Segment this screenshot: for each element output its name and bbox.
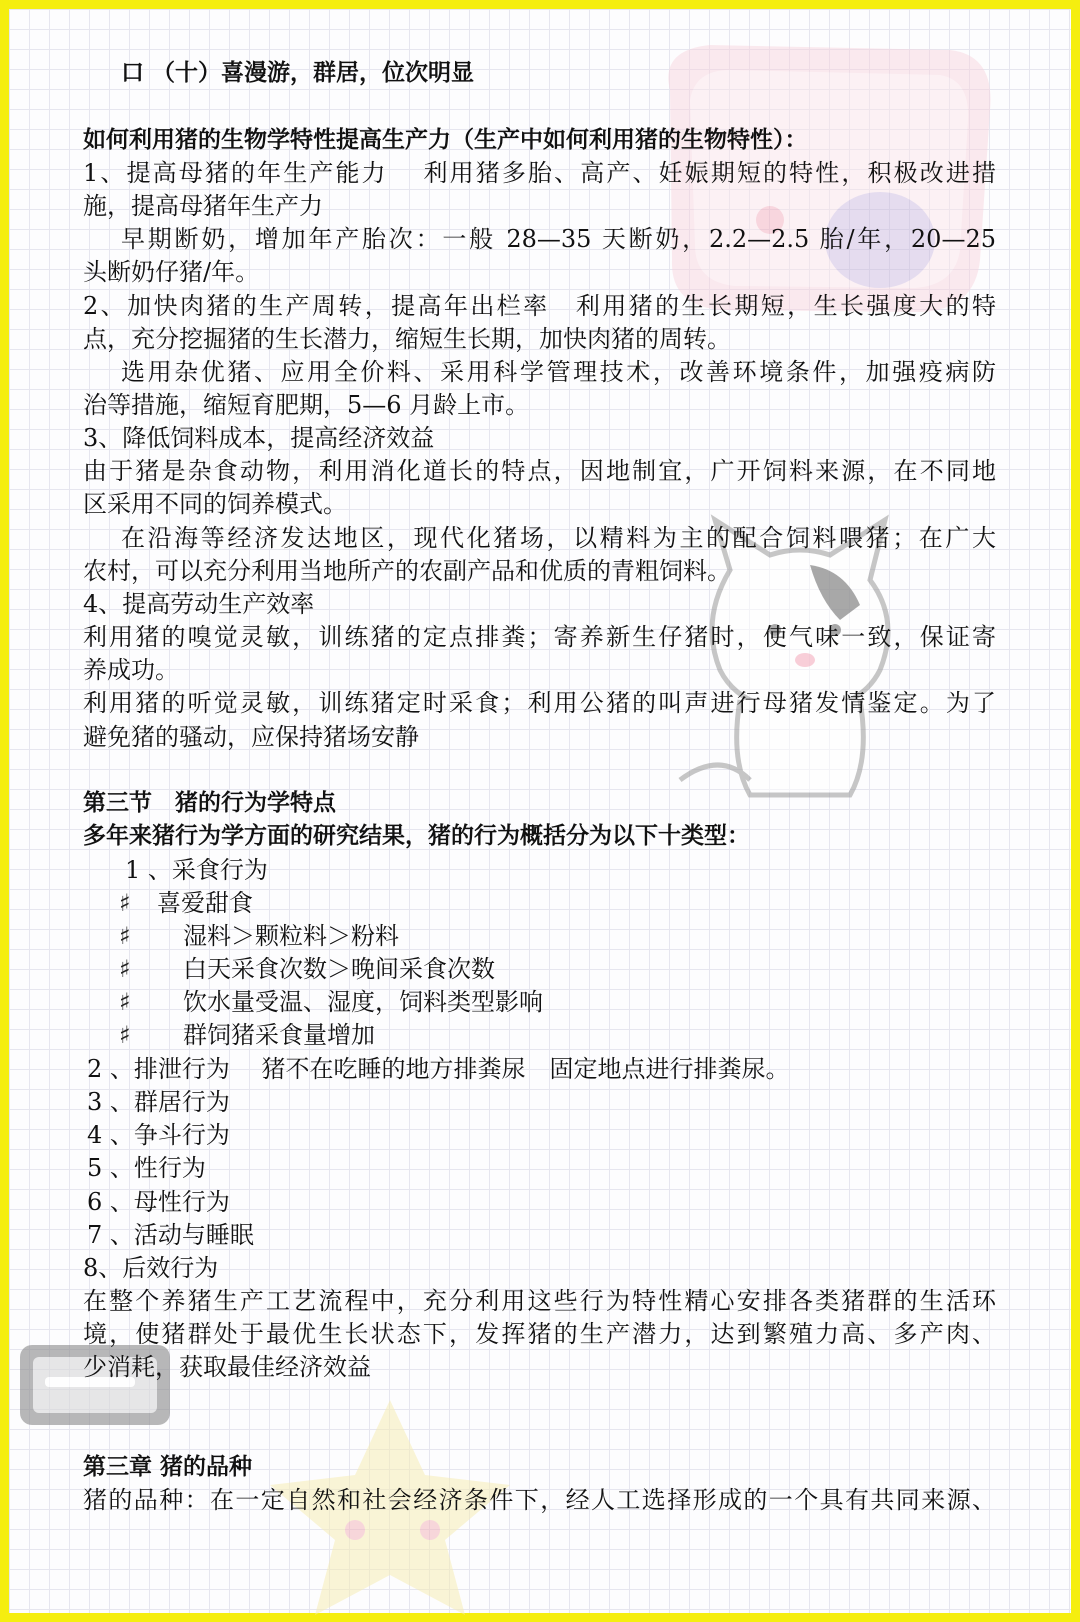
- hash-bullet-icon: ♯: [119, 988, 131, 1016]
- paragraph-line: 选用杂优猪、应用全价料、采用科学管理技术，改善环境条件，加强疫病防: [121, 358, 996, 386]
- sub-list-item: 白天采食次数＞晚间采食次数: [183, 955, 495, 983]
- paragraph-line: 治等措施，缩短育肥期，5—6 月龄上市。: [83, 391, 530, 419]
- paragraph-line: 2、加快肉猪的生产周转，提高年出栏率 利用猪的生长期短，生长强度大的特: [83, 292, 996, 320]
- section-intro: 多年来猪行为学方面的研究结果，猪的行为概括分为以下十类型：: [83, 823, 750, 849]
- paragraph-line: 境，使猪群处于最优生长状态下，发挥猪的生产潜力，达到繁殖力高、多产肉、: [83, 1320, 996, 1348]
- paragraph-line: 在整个养猪生产工艺流程中，充分利用这些行为特性精心安排各类猪群的生活环: [83, 1287, 996, 1315]
- paragraph-line: 3、降低饲料成本，提高经济效益: [83, 424, 435, 452]
- chapter-heading: 第三章 猪的品种: [83, 1454, 253, 1480]
- paragraph-line: 养成功。: [83, 656, 179, 684]
- paragraph-line: 少消耗，获取最佳经济效益: [83, 1353, 371, 1381]
- hash-bullet-icon: ♯: [119, 922, 131, 950]
- sub-list-item: 饮水量受温、湿度，饲料类型影响: [183, 988, 543, 1016]
- paragraph-line: 4、提高劳动生产效率: [83, 590, 315, 618]
- paragraph-line: 头断奶仔猪/年。: [83, 258, 260, 286]
- list-item: 1 、采食行为: [125, 856, 268, 884]
- list-item: 7 、活动与睡眠: [87, 1221, 254, 1249]
- list-item: 6 、母性行为: [87, 1188, 230, 1216]
- paragraph-line: 早期断奶，增加年产胎次：一般 28—35 天断奶，2.2—2.5 胎/年，20—25: [121, 225, 996, 253]
- hash-bullet-icon: ♯: [119, 955, 131, 983]
- paragraph-line: 1、提高母猪的年生产能力 利用猪多胎、高产、妊娠期短的特性，积极改进措: [83, 159, 996, 187]
- section-heading: 第三节 猪的行为学特点: [83, 790, 336, 816]
- hash-bullet-icon: ♯: [119, 889, 131, 917]
- hash-bullet-icon: ♯: [119, 1021, 131, 1049]
- list-item: 4 、争斗行为: [87, 1121, 230, 1149]
- paragraph-line: 避免猪的骚动，应保持猪场安静: [83, 723, 419, 751]
- heading-habit: 口 （十）喜漫游，群居，位次明显: [121, 60, 475, 86]
- list-item: 8、后效行为: [83, 1254, 219, 1282]
- sub-list-item: 喜爱甜食: [157, 889, 253, 917]
- paragraph-line: 由于猪是杂食动物，利用消化道长的特点，因地制宜，广开饲料来源，在不同地: [83, 457, 996, 485]
- paragraph-line: 区采用不同的饲养模式。: [83, 490, 347, 518]
- paragraph-line: 施，提高母猪年生产力: [83, 192, 323, 220]
- paragraph-line: 在沿海等经济发达地区，现代化猪场，以精料为主的配合饲料喂猪；在广大: [121, 524, 996, 552]
- sub-list-item: 群饲猪采食量增加: [183, 1021, 375, 1049]
- paragraph-line: 猪的品种：在一定自然和社会经济条件下，经人工选择形成的一个具有共同来源、: [83, 1486, 996, 1514]
- list-item: 5 、性行为: [87, 1154, 206, 1182]
- sub-list-item: 湿料＞颗粒料＞粉料: [183, 922, 399, 950]
- paragraph-line: 点，充分挖掘猪的生长潜力，缩短生长期，加快肉猪的周转。: [83, 325, 731, 353]
- paragraph-line: 利用猪的听觉灵敏，训练猪定时采食；利用公猪的叫声进行母猪发情鉴定。为了: [83, 689, 996, 717]
- paragraph-line: 利用猪的嗅觉灵敏，训练猪的定点排粪；寄养新生仔猪时，使气味一致，保证寄: [83, 623, 996, 651]
- paragraph-line: 农村，可以充分利用当地所产的农副产品和优质的青粗饲料。: [83, 557, 731, 585]
- list-item: 2 、排泄行为 猪不在吃睡的地方排粪尿 固定地点进行排粪尿。: [87, 1055, 790, 1083]
- heading-productivity: 如何利用猪的生物学特性提高生产力（生产中如何利用猪的生物特性）：: [83, 127, 808, 153]
- list-item: 3 、群居行为: [87, 1088, 230, 1116]
